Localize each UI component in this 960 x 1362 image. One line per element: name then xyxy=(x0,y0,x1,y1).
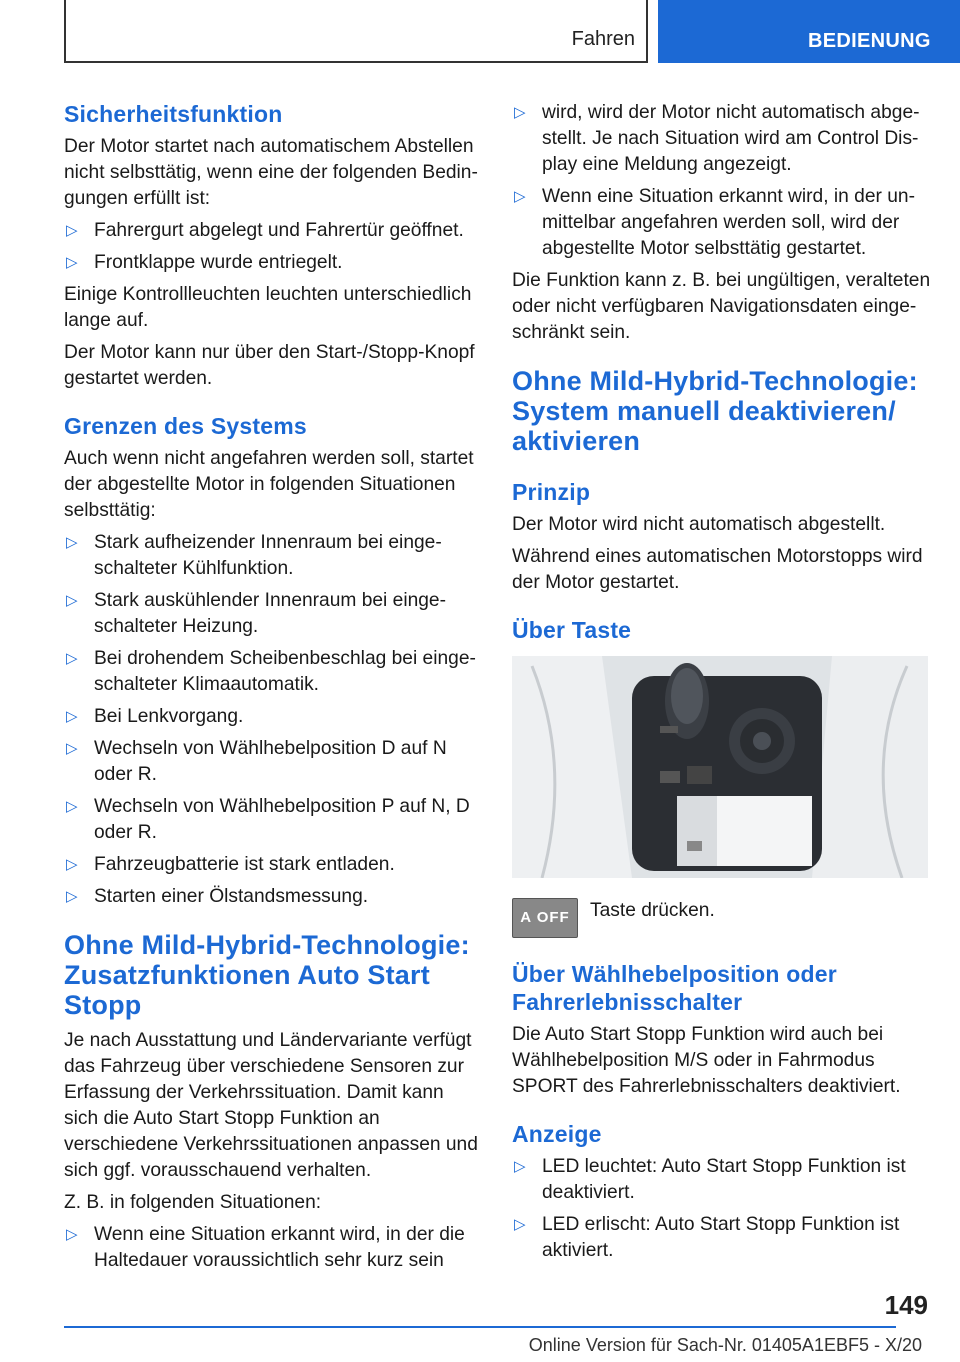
list-item: ▷ Frontklappe wurde entriegelt. xyxy=(64,250,480,276)
list-item: ▷ Starten einer Ölstandsmessung. xyxy=(64,884,480,910)
heading-system-deaktivieren: Ohne Mild-Hybrid-Technologie: System manuell deaktivieren/ aktivieren xyxy=(512,366,918,456)
paragraph: Der Motor kann nur über den Start-/Stopp-Knopf gestartet werden. xyxy=(64,342,475,389)
list-item: ▷ Wenn eine Situation erkannt wird, in der die Haltedauer voraussichtlich sehr kurz sein xyxy=(64,1222,480,1274)
page-number: 149 xyxy=(884,1290,928,1320)
list-item: ▷ Bei drohendem Scheibenbeschlag bei eingeschalteter Klimaautomatik. xyxy=(64,646,480,698)
list-item: ▷ LED leuchtet: Auto Start Stopp Funktion ist deaktiviert. xyxy=(512,1154,932,1206)
paragraph: Z. B. in folgenden Situationen: xyxy=(64,1192,322,1213)
list-item: ▷ Fahrzeugbatterie ist stark entladen. xyxy=(64,852,480,878)
heading-grenzen: Grenzen des Systems xyxy=(64,413,307,439)
taste-row xyxy=(512,898,932,938)
bullet-list-continued xyxy=(512,100,932,262)
paragraph: Der Motor wird nicht automatisch abgestellt. xyxy=(512,514,886,535)
footer-divider xyxy=(64,1326,896,1328)
header-section: Fahren xyxy=(571,28,635,50)
paragraph: Die Funktion kann z. B. bei ungültigen, veralteten oder nicht verfügbaren Navigationsdaten eingeschränkt sein. xyxy=(512,270,931,343)
heading-ueber-taste: Über Taste xyxy=(512,617,632,643)
list-item: ▷ LED erlischt: Auto Start Stopp Funktion ist aktiviert. xyxy=(512,1212,932,1264)
heading-ueber-waehlhebel: Über Wählhebelposition oder Fahrerlebnisschalter xyxy=(512,961,837,1015)
bullet-list xyxy=(64,218,480,276)
list-item: ▷ Stark auskühlender Innenraum bei eingeschalteter Heizung. xyxy=(64,588,480,640)
paragraph: Einige Kontrollleuchten leuchten unterschiedlich lange auf. xyxy=(64,284,472,331)
left-column xyxy=(64,100,480,1280)
list-item: ▷ Stark aufheizender Innenraum bei eingeschalteter Kühlfunktion. xyxy=(64,530,480,582)
list-item: ▷ Bei Lenkvorgang. xyxy=(64,704,480,730)
heading-zusatzfunktionen: Ohne Mild-Hybrid-Technologie: Zusatzfunktionen Auto Start Stopp xyxy=(64,930,470,1020)
paragraph: Die Auto Start Stopp Funktion wird auch bei Wählhebelposition M/S oder in Fahrmodus SPORT des Fahrerlebnisschalters deaktiviert. xyxy=(512,1024,901,1097)
list-item: ▷ Fahrergurt abgelegt und Fahrertür geöffnet. xyxy=(64,218,480,244)
header-tab: BEDIENUNG xyxy=(658,0,960,63)
taste-instruction: Taste drücken. xyxy=(590,900,715,921)
paragraph: Der Motor startet nach automatischem Abstellen nicht selbsttätig, wenn eine der folgenden Bedingungen erfüllt ist: xyxy=(64,136,478,209)
center-console-photo xyxy=(512,656,928,878)
bullet-list xyxy=(64,1222,480,1274)
paragraph: Auch wenn nicht angefahren werden soll, startet der abgestellte Motor in folgenden Situationen selbsttätig: xyxy=(64,448,474,521)
heading-anzeige: Anzeige xyxy=(512,1121,602,1147)
heading-prinzip: Prinzip xyxy=(512,479,591,505)
bullet-list xyxy=(64,530,480,910)
list-item-continued: ▷ wird, wird der Motor nicht automatisch abgestellt. Je nach Situation wird am Control Display eine Meldung angezeigt. xyxy=(512,100,932,178)
right-column xyxy=(512,100,932,1270)
paragraph: Während eines automatischen Motorstopps wird der Motor gestartet. xyxy=(512,546,923,593)
list-item: ▷ Wechseln von Wählhebelposition P auf N, D oder R. xyxy=(64,794,480,846)
list-item: ▷ Wenn eine Situation erkannt wird, in der unmittelbar angefahren werden soll, wird der abgestellte Motor selbsttätig gestartet. xyxy=(512,184,932,262)
auto-start-stop-button-icon: A OFF xyxy=(512,898,578,938)
list-item: ▷ Wechseln von Wählhebelposition D auf N oder R. xyxy=(64,736,480,788)
heading-sicherheitsfunktion: Sicherheitsfunktion xyxy=(64,101,283,127)
footer-text: Online Version für Sach-Nr. 01405A1EBF5 - X/20 xyxy=(528,1335,922,1355)
paragraph: Je nach Ausstattung und Ländervariante verfügt das Fahrzeug über verschiedene Sensoren zur Erfassung der Verkehrssituation. Damit kann sich die Auto Start Stopp Funktion an verschiedene Verkehrssituationen anpassen und sich ggf. vorausschauend verhalten. xyxy=(64,1030,478,1181)
bullet-list xyxy=(512,1154,932,1264)
